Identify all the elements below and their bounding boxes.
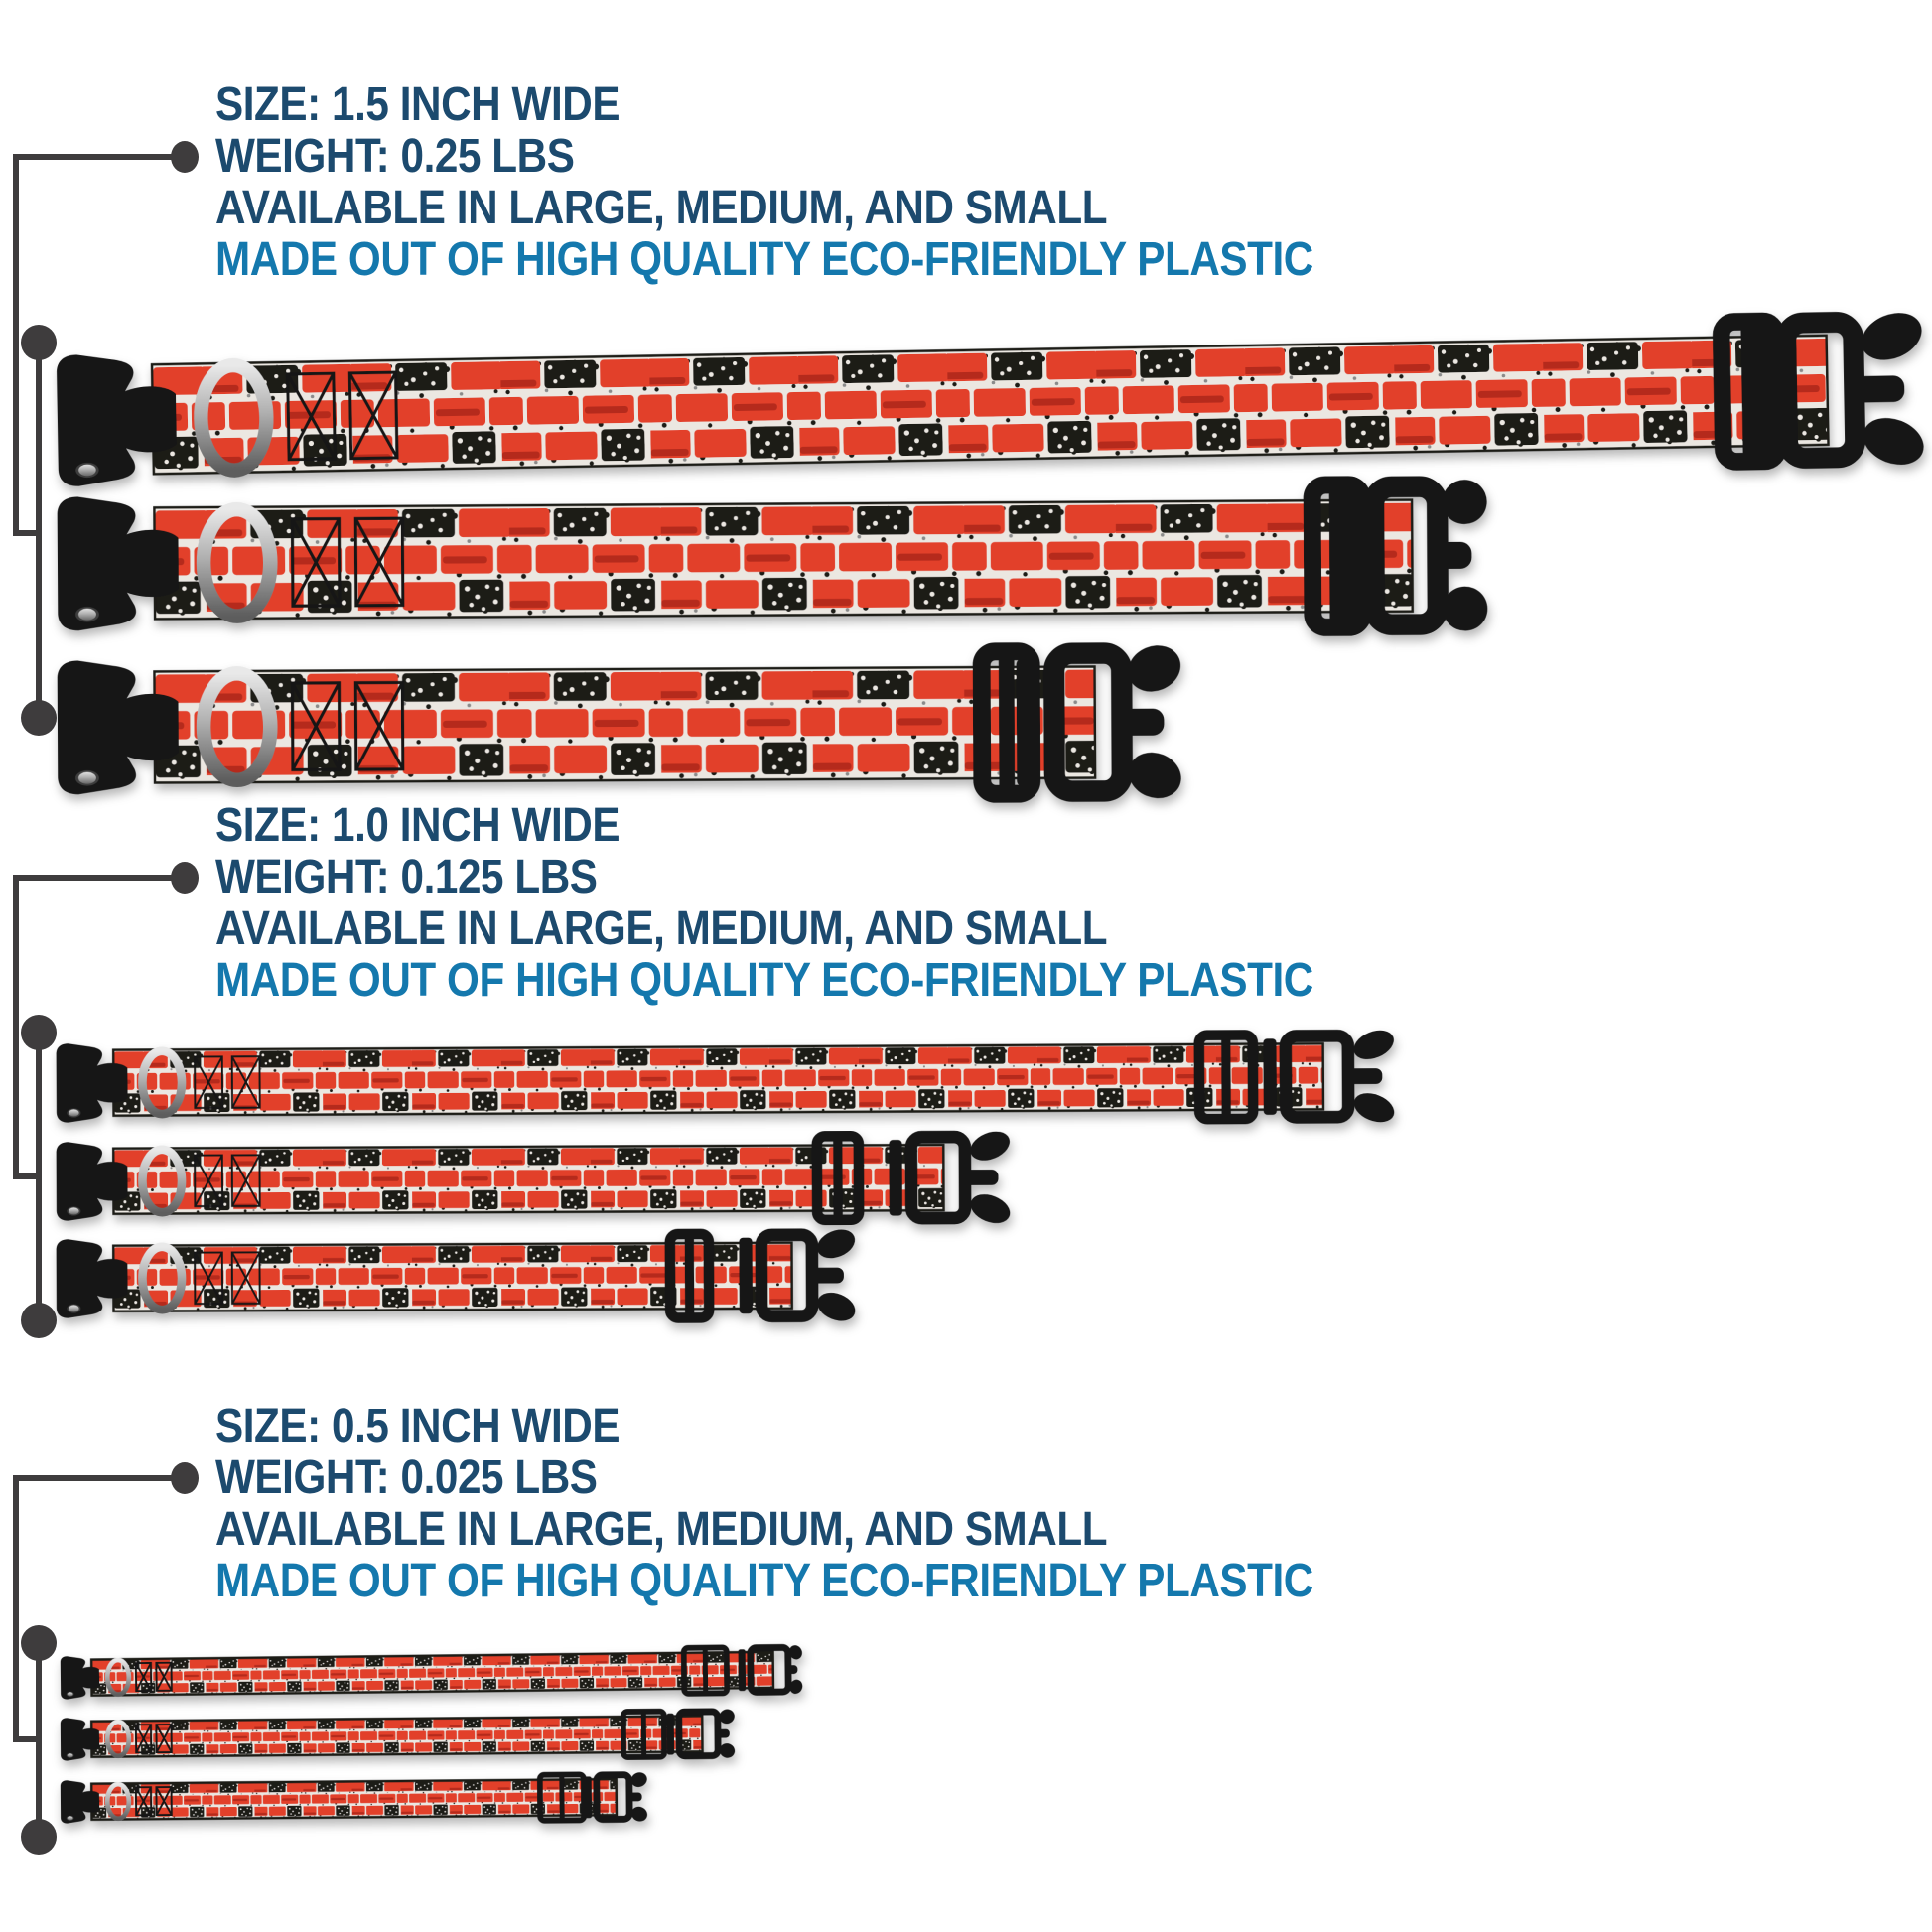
bracket-bottom-dot [21,700,57,736]
material-spec: MADE OUT OF HIGH QUALITY ECO-FRIENDLY PLASTIC [215,233,1313,286]
bracket-top-dot [21,1625,57,1661]
bracket-bottom-dot [21,1819,57,1855]
strap [113,1043,1323,1115]
size-spec: SIZE: 1.5 INCH WIDE [215,78,621,131]
availability-spec: AVAILABLE IN LARGE, MEDIUM, AND SMALL [215,182,1108,234]
callout-dot [171,1462,199,1494]
spec-block-1-0-inch [215,800,1463,1007]
buckle-male [739,1224,859,1326]
buckle-male [889,1126,1014,1229]
strap [91,1716,702,1756]
spec-block-0-5-inch [215,1401,1463,1607]
availability-spec: AVAILABLE IN LARGE, MEDIUM, AND SMALL [215,902,1108,955]
collar-1-0in-small [57,1224,860,1329]
collar-1-0in-medium [57,1126,1015,1233]
weight-spec: WEIGHT: 0.025 LBS [215,1451,598,1504]
size-spec: SIZE: 1.0 INCH WIDE [215,799,621,852]
collar-0-5in-small [61,1770,650,1829]
collar-0-5in-medium [61,1707,738,1766]
collar-1-5in-medium [57,473,1494,646]
strap [91,1652,773,1696]
bracket-top-dot [21,1015,57,1050]
collar-1-0in-large [56,1025,1398,1135]
weight-spec: WEIGHT: 0.25 LBS [215,130,575,183]
buckle-male [1263,1025,1398,1128]
size-spec: SIZE: 0.5 INCH WIDE [215,1400,621,1452]
callout-dot [171,141,199,173]
callout-dot [171,862,199,894]
bracket-bottom-dot [21,1303,57,1338]
weight-spec: WEIGHT: 0.125 LBS [215,851,598,903]
availability-spec: AVAILABLE IN LARGE, MEDIUM, AND SMALL [215,1503,1108,1556]
collar-0-5in-large [61,1643,805,1704]
collar-1-5in-small [58,637,1188,811]
material-spec: MADE OUT OF HIGH QUALITY ECO-FRIENDLY PLASTIC [215,1555,1313,1607]
collar-1-5in-large [56,304,1931,505]
strap [152,336,1828,474]
material-spec: MADE OUT OF HIGH QUALITY ECO-FRIENDLY PLASTIC [215,954,1313,1007]
spec-block-1-5-inch [215,79,1463,286]
bracket-top-dot [21,325,57,360]
strap [154,500,1412,620]
